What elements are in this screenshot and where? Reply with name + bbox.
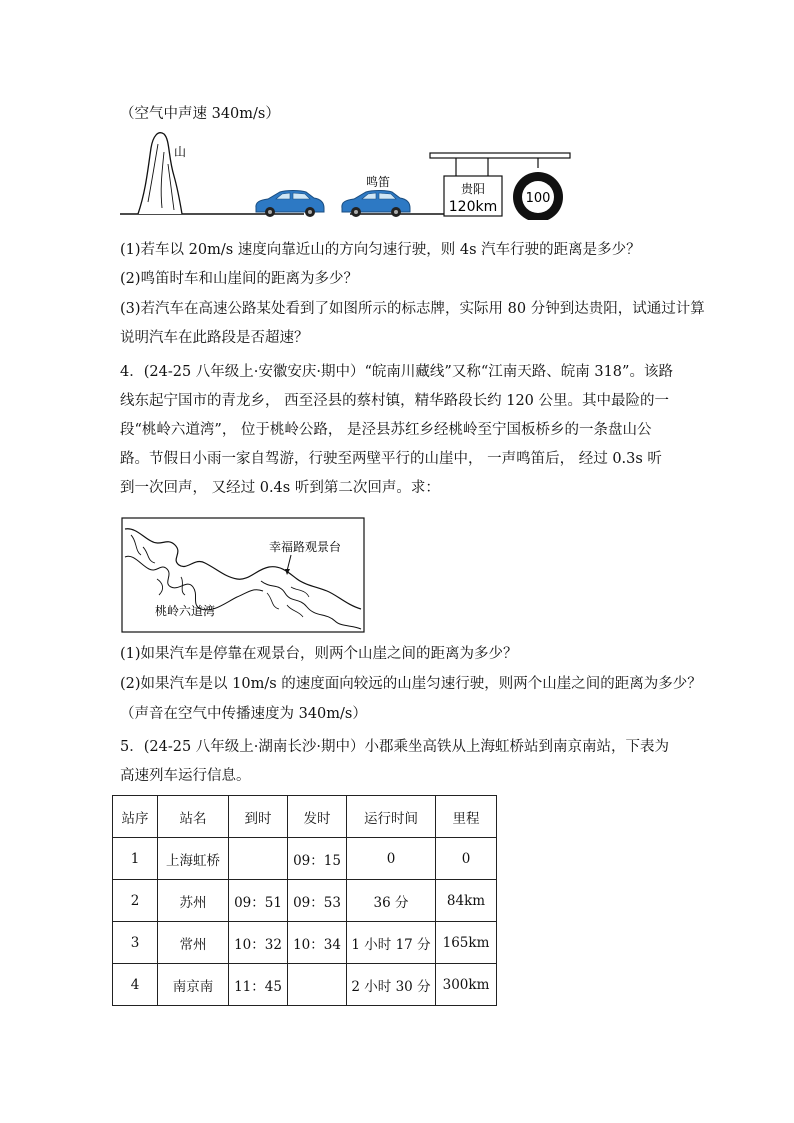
- table-cell: 2 小时 30 分: [347, 964, 436, 1006]
- table-cell: 1 小时 17 分: [347, 922, 436, 964]
- table-cell: 苏州: [158, 880, 229, 922]
- table-cell: 南京南: [158, 964, 229, 1006]
- table-cell: 0: [347, 838, 436, 880]
- table-cell: 300km: [436, 964, 497, 1006]
- table-cell: 2: [113, 880, 158, 922]
- horn-label: 鸣笛: [366, 175, 391, 189]
- table-cell: 10：32: [229, 922, 288, 964]
- table-row: [113, 838, 497, 880]
- car-mountain-figure: [118, 128, 578, 220]
- table-cell: 11：45: [229, 964, 288, 1006]
- map-figure: [121, 517, 365, 633]
- header-cell: 发时: [288, 796, 347, 838]
- map-label-viewing-platform: 幸福路观景台: [269, 540, 342, 554]
- header-cell: 运行时间: [347, 796, 436, 838]
- table-cell: 09：53: [288, 880, 347, 922]
- speed-of-sound-note: （空气中声速 340m/s）: [120, 106, 280, 122]
- sign-distance: 120km: [448, 199, 498, 215]
- table-cell: 10：34: [288, 922, 347, 964]
- header-cell: 到时: [229, 796, 288, 838]
- table-cell: [229, 838, 288, 880]
- table-cell: 0: [436, 838, 497, 880]
- header-cell: 里程: [436, 796, 497, 838]
- table-row: [113, 964, 497, 1006]
- car-icon-2: [342, 191, 410, 218]
- car-icon-1: [256, 191, 324, 218]
- table-cell: 09：51: [229, 880, 288, 922]
- header-cell: 站序: [113, 796, 158, 838]
- table-cell: 84km: [436, 880, 497, 922]
- q4-sound-note: （声音在空气中传播速度为 340m/s）: [120, 706, 367, 722]
- q3-part3-line1: (3)若汽车在高速公路某处看到了如图所示的标志牌，实际用 80 分钟到达贵阳，试通过计算: [120, 301, 705, 317]
- table-header-row: [113, 796, 497, 838]
- table-cell: 09：15: [288, 838, 347, 880]
- header-cell: 站名: [158, 796, 229, 838]
- q4-part2: (2)如果汽车是以 10m/s 的速度面向较远的山崖匀速行驶，则两个山崖之间的距离为多少？: [120, 676, 702, 692]
- train-schedule-table: [112, 795, 497, 1006]
- table-cell: 36 分: [347, 880, 436, 922]
- table-cell: 3: [113, 922, 158, 964]
- table-cell: 1: [113, 838, 158, 880]
- table-row: [113, 922, 497, 964]
- sign-beam: [430, 153, 570, 158]
- table-cell: 上海虹桥: [158, 838, 229, 880]
- q4-part1: (1)如果汽车是停靠在观景台，则两个山崖之间的距离为多少？: [120, 646, 518, 662]
- q4-stem: 4．(24-25 八年级上·安徽安庆·期中）“皖南川藏线”又称“江南天路、皖南 318”。该路线东起宁国市的青龙乡， 西至泾县的蔡村镇，精华路段长约 120 公里。其中最险的一段“桃岭六道湾”， 位于桃岭公路， 是泾县苏红乡经桃岭至宁国板桥乡的一条盘山公路。节假日小雨一家自驾游，行驶至两壁平行的山崖中， 一声鸣笛后， 经过 0.3s 听到一次回声， 又经过 0.4s 听到第二次回声。求：: [120, 364, 673, 496]
- q3-part1: (1)若车以 20m/s 速度向靠近山的方向匀速行驶，则 4s 汽车行驶的距离是多少？: [120, 242, 641, 258]
- table-cell: 4: [113, 964, 158, 1006]
- map-label-six-bends: 桃岭六道湾: [155, 604, 216, 618]
- q3-part3-line2: 说明汽车在此路段是否超速？: [120, 330, 309, 346]
- speed-limit-value: 100: [525, 191, 551, 206]
- table-cell: 165km: [436, 922, 497, 964]
- table-cell: [288, 964, 347, 1006]
- q3-part2: (2)鸣笛时车和山崖间的距离为多少？: [120, 271, 359, 287]
- q5-stem: 5．(24-25 八年级上·湖南长沙·期中）小郡乘坐高铁从上海虹桥站到南京南站，下表为高速列车运行信息。: [120, 739, 670, 784]
- table-row: [113, 880, 497, 922]
- sign-city: 贵阳: [460, 182, 486, 196]
- table-cell: 常州: [158, 922, 229, 964]
- mountain-label: 山: [174, 145, 187, 159]
